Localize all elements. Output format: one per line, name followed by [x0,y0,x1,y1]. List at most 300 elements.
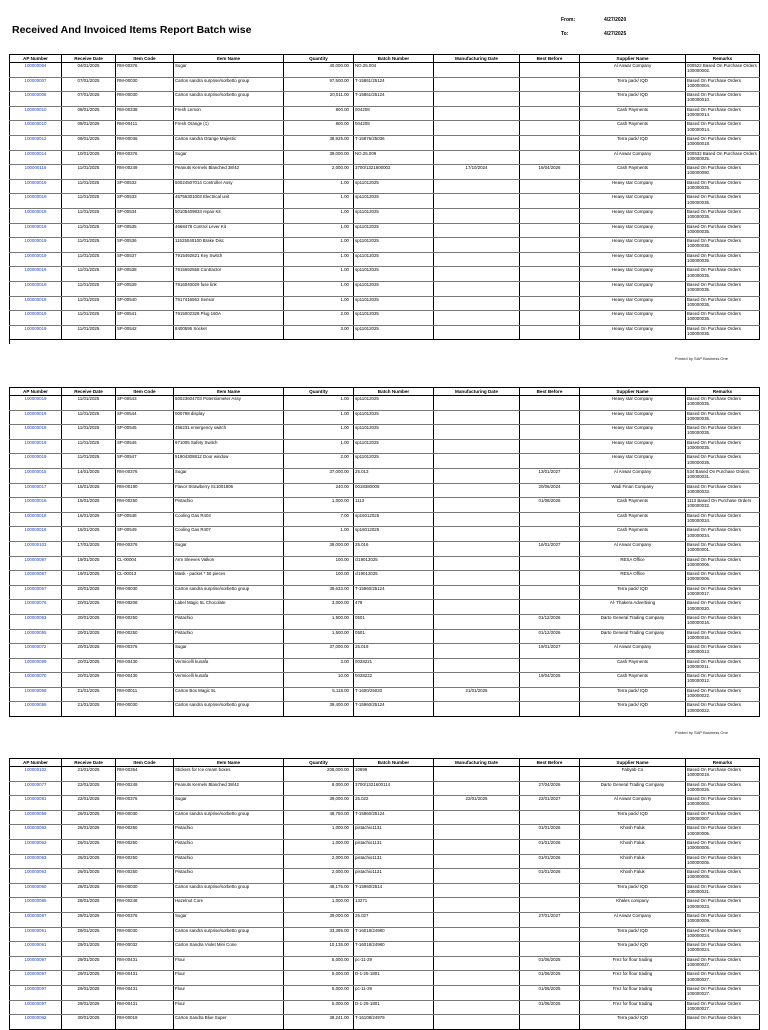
ap-number-cell[interactable]: 100000103 [10,541,62,556]
ap-number-cell[interactable]: 100000087 [10,571,62,586]
receive-date-cell: 11/01/2025 [62,325,116,340]
table-row[interactable] [10,825,760,840]
item-name-cell: Stickers for Ice cream boxes [174,767,284,782]
table-row[interactable] [10,971,760,986]
batch-number-cell: 0028222 [354,673,434,688]
supplier-name-cell: Khosh Faluk [580,825,686,840]
remarks-cell: Based On Purchase Orders 100000014. [686,121,760,136]
manufacturing-date-cell [434,781,520,796]
table-row[interactable] [10,165,760,180]
ap-number-cell[interactable]: 100000058 [10,687,62,702]
table-row[interactable] [10,311,760,326]
remarks-cell: Based On Purchase Orders 100000006. [686,556,760,571]
best-before-cell: 01/08/2026 [520,498,580,513]
item-name-cell: 7915002328 Plug 160A [174,311,284,326]
item-name-cell: Flour [174,985,284,1000]
supplier-name-cell: Terra pack/ IQD [580,1015,686,1030]
ap-number-cell[interactable]: 100000019 [10,208,62,223]
table-row[interactable] [10,325,760,340]
ap-number-cell[interactable]: 100000077 [10,781,62,796]
quantity-cell: 1,000.00 [284,839,354,854]
item-name-cell: Pistachio [174,614,284,629]
batch-number-cell: pistachio1131 [354,825,434,840]
column-header-quantity: Quantity [284,759,354,767]
receive-date-cell: 11/01/2025 [62,281,116,296]
receive-date-cell: 28/01/2025 [62,883,116,898]
ap-number-cell[interactable]: 100000019 [10,223,62,238]
best-before-cell [520,454,580,469]
manufacturing-date-cell [434,810,520,825]
receive-date-cell: 11/01/2025 [62,238,116,253]
ap-number-cell[interactable]: 100000081 [10,796,62,811]
table-row[interactable] [10,854,760,869]
best-before-cell [520,556,580,571]
remarks-cell: Based On Purchase Orders 100000024. [686,942,760,957]
table-row[interactable] [10,252,760,267]
item-code-cell: SP-00541 [116,311,174,326]
ap-number-cell[interactable]: 100000087 [10,912,62,927]
supplier-name-cell: Wadi Finan Company [580,483,686,498]
table-row[interactable] [10,644,760,659]
remarks-cell: Based On Purchase Orders 100000010. [686,92,760,107]
ap-number-cell[interactable]: 100000097 [10,1000,62,1015]
ap-number-cell[interactable]: 100000062 [10,1015,62,1030]
manufacturing-date-cell [434,135,520,150]
supplier-name-cell: Heavy star Company [580,238,686,253]
table-row[interactable] [10,194,760,209]
item-code-cell: RM-00376 [116,796,174,811]
table-row[interactable] [10,985,760,1000]
table-row[interactable] [10,629,760,644]
remarks-cell: Based On Purchase Orders 100000004. [686,77,760,92]
quantity-cell: 48,750.00 [284,810,354,825]
ap-number-cell[interactable]: 100000019 [10,410,62,425]
table-row[interactable] [10,281,760,296]
table-row[interactable] [10,439,760,454]
quantity-cell: 1.00 [284,439,354,454]
best-before-cell [520,238,580,253]
remarks-cell: Based On Purchase Orders 100000033. [686,483,760,498]
column-header-quantity: Quantity [284,55,354,63]
receive-date-cell: 11/01/2025 [62,208,116,223]
quantity-cell: 8,000.00 [284,781,354,796]
table-row[interactable] [10,77,760,92]
supplier-name-cell: Fabyab Co [580,767,686,782]
table-row[interactable] [10,810,760,825]
remarks-cell: Based On Purchase Orders 100000024. [686,927,760,942]
table-row[interactable] [10,839,760,854]
printed-by-page-1: Printed by SAP Business One [674,356,728,361]
item-code-cell: RM-00376 [116,912,174,927]
best-before-cell [520,150,580,165]
receive-date-cell: 30/01/2025 [62,1015,116,1030]
item-name-cell: Arm Sleeves Valkon [174,556,284,571]
table-row[interactable] [10,135,760,150]
ap-number-cell[interactable]: 100000087 [10,556,62,571]
remarks-cell: Based On Purchase Orders 100000035. [686,281,760,296]
table-row[interactable] [10,63,760,78]
item-code-cell: RM-00376 [116,644,174,659]
item-name-cell: Carton sandra surprise/sorbetto group [174,927,284,942]
remarks-cell: Based On Purchase Orders 100000009. [686,912,760,927]
batch-number-cell: 25.027 [354,912,434,927]
remarks-cell: Based On Purchase Orders 100000016. [686,614,760,629]
item-code-cell: RM-00030 [116,77,174,92]
item-code-cell: SP-00540 [116,296,174,311]
item-code-cell: SP-00536 [116,238,174,253]
item-name-cell: Carton sandra surprise/sorbetto group [174,585,284,600]
quantity-cell: 1.00 [284,281,354,296]
best-before-cell: 01/06/2025 [520,1000,580,1015]
remarks-cell: Based On Purchase Orders 100000035. [686,410,760,425]
ap-number-cell[interactable]: 100000014 [10,150,62,165]
table-row[interactable] [10,687,760,702]
supplier-name-cell: Heavy star Company [580,311,686,326]
ap-number-cell[interactable]: 100000061 [10,942,62,957]
ap-number-cell[interactable]: 100000019 [10,296,62,311]
table-row[interactable] [10,425,760,440]
table-row[interactable] [10,483,760,498]
table-row[interactable] [10,912,760,927]
remarks-cell: Based On Purchase Orders 100000035. [686,325,760,340]
manufacturing-date-cell [434,281,520,296]
ap-number-cell[interactable]: 100000097 [10,956,62,971]
quantity-cell: 5,000.00 [284,1000,354,1015]
receive-date-cell: 11/01/2025 [62,194,116,209]
batch-number-cell: sp11012025 [354,325,434,340]
best-before-cell [520,687,580,702]
supplier-name-cell: Terra pack/ IQD [580,585,686,600]
supplier-name-cell: Heavy star Company [580,194,686,209]
ap-number-cell[interactable]: 100000019 [10,281,62,296]
manufacturing-date-cell [434,956,520,971]
item-name-cell: 50024507014 Controller Assy [174,179,284,194]
batch-number-cell: T-15861/25124 [354,92,434,107]
manufacturing-date-cell [434,77,520,92]
table-row[interactable] [10,267,760,282]
table-row[interactable] [10,781,760,796]
column-header-batch-number: Batch Number [354,388,434,396]
table-row[interactable] [10,869,760,884]
supplier-name-cell: Heavy star Company [580,410,686,425]
quantity-cell: 39,000.00 [284,150,354,165]
ap-number-cell[interactable]: 100000004 [10,63,62,78]
ap-number-cell[interactable]: 100000097 [10,971,62,986]
manufacturing-date-cell [434,644,520,659]
ap-number-cell[interactable]: 100000008 [10,92,62,107]
ap-number-cell[interactable]: 100000057 [10,585,62,600]
item-name-cell: 50023604703 Potentiometer Assy [174,396,284,411]
receive-date-cell: 15/01/2025 [62,498,116,513]
table-row[interactable] [10,600,760,615]
ap-number-cell[interactable]: 100000099 [10,658,62,673]
table-row[interactable] [10,556,760,571]
column-header-remarks: Remarks [686,388,760,396]
receive-date-cell: 04/01/2025 [62,63,116,78]
ap-number-cell[interactable]: 100000060 [10,883,62,898]
table-row[interactable] [10,410,760,425]
ap-number-cell[interactable]: 100000019 [10,439,62,454]
remarks-cell: 1113 Based On Purchase Orders 100000032. [686,498,760,513]
quantity-cell: 1.00 [284,238,354,253]
receive-date-cell: 21/01/2025 [62,767,116,782]
table-row[interactable] [10,927,760,942]
table-row[interactable] [10,1015,760,1030]
best-before-cell: 27/01/2027 [520,912,580,927]
supplier-name-cell: Terra pack/ IQD [580,92,686,107]
ap-number-cell[interactable]: 100000019 [10,454,62,469]
table-row[interactable] [10,796,760,811]
receive-date-cell: 07/01/2025 [62,77,116,92]
ap-number-cell[interactable]: 100000102 [10,767,62,782]
manufacturing-date-cell [434,150,520,165]
supplier-name-cell: Al Anwar Company [580,63,686,78]
best-before-cell [520,1015,580,1030]
column-header-best-before: Best Before [520,759,580,767]
best-before-cell: 22/01/2027 [520,796,580,811]
ap-number-cell[interactable]: 100000019 [10,396,62,411]
supplier-name-cell: Al Anwar Company [580,150,686,165]
ap-number-cell[interactable]: 100000019 [10,179,62,194]
table-row[interactable] [10,883,760,898]
table-row[interactable] [10,956,760,971]
table-row[interactable] [10,767,760,782]
supplier-name-cell: Cash Payments [580,673,686,688]
ap-number-cell[interactable]: 100000055 [10,629,62,644]
quantity-cell: 800.00 [284,106,354,121]
item-code-cell: SP-00532 [116,179,174,194]
receive-date-cell: 29/01/2025 [62,1000,116,1015]
item-name-cell: Sugar [174,912,284,927]
table-row[interactable] [10,1000,760,1015]
ap-number-cell[interactable]: 100000019 [10,325,62,340]
receive-date-cell: 19/01/2025 [62,556,116,571]
table-row[interactable] [10,223,760,238]
table-row[interactable] [10,527,760,542]
column-header-item-name: Item Name [174,388,284,396]
ap-number-cell[interactable]: 100000015 [10,468,62,483]
ap-number-cell[interactable]: 100000076 [10,600,62,615]
manufacturing-date-cell [434,942,520,957]
item-name-cell: 7916040029 fuse link [174,281,284,296]
remarks-cell: Based On Purchase Orders 100000027. [686,1000,760,1015]
best-before-cell [520,425,580,440]
column-header-ap-number: AP Number [10,759,62,767]
table-row[interactable] [10,673,760,688]
batch-number-cell: sp16012025 [354,512,434,527]
table-row[interactable] [10,468,760,483]
remarks-cell: Based On Purchase Orders 100000035. [686,252,760,267]
table-row[interactable] [10,296,760,311]
printed-by-page-2: Printed by SAP Business One [674,730,728,735]
ap-number-cell[interactable]: 100000019 [10,311,62,326]
supplier-name-cell: Heavy star Company [580,208,686,223]
table-row[interactable] [10,541,760,556]
item-code-cell: SP-00535 [116,223,174,238]
ap-number-cell[interactable]: 100000016 [10,498,62,513]
table-row[interactable] [10,179,760,194]
supplier-name-cell: Cash Payments [580,498,686,513]
remarks-cell: 000532 Based On Purchase Orders 100000025. [686,150,760,165]
ap-number-cell[interactable]: 100000017 [10,483,62,498]
batch-number-cell: 0501 [354,629,434,644]
receive-date-cell: 20/01/2025 [62,644,116,659]
table-row[interactable] [10,92,760,107]
quantity-cell: 3,000.00 [284,600,354,615]
best-before-cell [520,77,580,92]
quantity-cell: 1.00 [284,252,354,267]
ap-number-cell[interactable]: 100000063 [10,839,62,854]
quantity-cell: 5,000.00 [284,956,354,971]
ap-number-cell[interactable]: 100000061 [10,927,62,942]
supplier-name-cell: Terra pack/ IQD [580,810,686,825]
ap-number-cell[interactable]: 100000018 [10,512,62,527]
remarks-cell: Based On Purchase Orders 100000035. [686,311,760,326]
ap-number-cell[interactable]: 100000012 [10,135,62,150]
receive-date-cell: 08/01/2025 [62,106,116,121]
ap-number-cell[interactable]: 100000097 [10,985,62,1000]
table-row[interactable] [10,658,760,673]
table-row[interactable] [10,396,760,411]
ap-number-cell[interactable]: 100000010 [10,106,62,121]
quantity-cell: 2,000.00 [284,869,354,884]
table-row[interactable] [10,512,760,527]
ap-number-cell[interactable]: 100000019 [10,194,62,209]
supplier-name-cell: Darto General Trading Company [580,629,686,644]
table-row[interactable] [10,942,760,957]
item-name-cell: Sugar [174,541,284,556]
column-header-supplier-name: Supplier Name [580,759,686,767]
item-code-cell: SP-00544 [116,410,174,425]
ap-number-cell[interactable]: 100000019 [10,425,62,440]
ap-number-cell[interactable]: 100000059 [10,810,62,825]
item-code-cell: RM-00250 [116,839,174,854]
supplier-name-cell: Heavy star Company [580,179,686,194]
item-code-cell: SP-00546 [116,439,174,454]
item-code-cell: RM-00431 [116,1000,174,1015]
best-before-cell: 19/04/2025 [520,673,580,688]
quantity-cell: 10.00 [284,673,354,688]
table-header-row [10,388,760,396]
item-code-cell: RM-00431 [116,971,174,986]
supplier-name-cell: Cash Payments [580,121,686,136]
batch-number-cell: T-1600/25020 [354,687,434,702]
column-header-remarks: Remarks [686,759,760,767]
ap-number-cell[interactable]: 100000085 [10,898,62,913]
ap-number-cell[interactable]: 100000007 [10,77,62,92]
quantity-cell: 2,000.00 [284,165,354,180]
ap-number-cell[interactable]: 100000063 [10,869,62,884]
ap-number-cell[interactable]: 100000010 [10,121,62,136]
batch-number-cell: sp11012025 [354,296,434,311]
table-row[interactable] [10,702,760,717]
supplier-name-cell: Al Anwar Company [580,644,686,659]
supplier-name-cell: Al Anwar Company [580,796,686,811]
quantity-cell: 39,400.00 [284,702,354,717]
best-before-cell [520,106,580,121]
manufacturing-date-cell [434,439,520,454]
ap-number-cell[interactable]: 100000072 [10,644,62,659]
quantity-cell: 100.00 [284,571,354,586]
batch-number-cell: sp11012025 [354,454,434,469]
batch-number-cell: 25.019 [354,644,434,659]
supplier-name-cell: Khosh Faluk [580,839,686,854]
manufacturing-date-cell [434,985,520,1000]
ap-number-cell[interactable]: 100000018 [10,527,62,542]
table-row[interactable] [10,571,760,586]
best-before-cell [520,600,580,615]
receive-date-cell: 29/01/2025 [62,942,116,957]
ap-number-cell[interactable]: 100000063 [10,854,62,869]
batch-number-cell: D-1-25-1801 [354,1000,434,1015]
item-name-cell: Pistachio [174,629,284,644]
item-name-cell: Cooling Gas R404 [174,512,284,527]
batch-number-cell: sp11012025 [354,439,434,454]
supplier-name-cell: Cash Payments [580,658,686,673]
remarks-cell: Based On Purchase Orders 100000035. [686,267,760,282]
item-name-cell: Pistachio [174,498,284,513]
item-name-cell: Vermicelli kunafa [174,673,284,688]
manufacturing-date-cell [434,194,520,209]
table-row[interactable] [10,238,760,253]
ap-number-cell[interactable]: 100000053 [10,614,62,629]
manufacturing-date-cell [434,614,520,629]
ap-number-cell[interactable]: 100000019 [10,252,62,267]
table-row[interactable] [10,208,760,223]
best-before-cell: 16/04/2026 [520,165,580,180]
best-before-cell [520,194,580,209]
table-row[interactable] [10,498,760,513]
ap-number-cell[interactable]: 100000063 [10,825,62,840]
ap-number-cell[interactable]: 100000058 [10,702,62,717]
batch-number-cell: D-1-25-1801 [354,971,434,986]
ap-number-cell[interactable]: 100000116 [10,165,62,180]
batch-number-cell: sp11012025 [354,194,434,209]
table-row[interactable] [10,614,760,629]
item-name-cell: Carton sandra Orange Majestic [174,135,284,150]
item-code-cell: RM-00030 [116,702,174,717]
table-row[interactable] [10,454,760,469]
table-row[interactable] [10,121,760,136]
supplier-name-cell: Cash Payments [580,527,686,542]
table-row[interactable] [10,898,760,913]
quantity-cell: 5,000.00 [284,985,354,1000]
ap-number-cell[interactable]: 100000019 [10,267,62,282]
supplier-name-cell: Al Anwar Company [580,912,686,927]
table-row[interactable] [10,106,760,121]
batch-number-cell: cl19012025 [354,571,434,586]
receive-date-cell: 11/01/2025 [62,410,116,425]
ap-number-cell[interactable]: 100000019 [10,238,62,253]
quantity-cell: 2,000.00 [284,854,354,869]
table-row[interactable] [10,585,760,600]
quantity-cell: 97,500.00 [284,77,354,92]
receive-date-cell: 11/01/2025 [62,252,116,267]
remarks-cell: Based On Purchase Orders 100000026. [686,781,760,796]
manufacturing-date-cell [434,541,520,556]
receive-date-cell: 11/01/2025 [62,396,116,411]
table-row[interactable] [10,150,760,165]
quantity-cell: 1,500.00 [284,629,354,644]
batch-number-cell: sp11012025 [354,410,434,425]
item-name-cell: Fresh Orange (1) [174,121,284,136]
table-header-row [10,55,760,63]
item-code-cell: RM-00411 [116,121,174,136]
item-name-cell: Flour [174,1000,284,1015]
manufacturing-date-cell [434,311,520,326]
ap-number-cell[interactable]: 100000070 [10,673,62,688]
column-header-manufacturing-date: Manufacturing Date [434,55,520,63]
